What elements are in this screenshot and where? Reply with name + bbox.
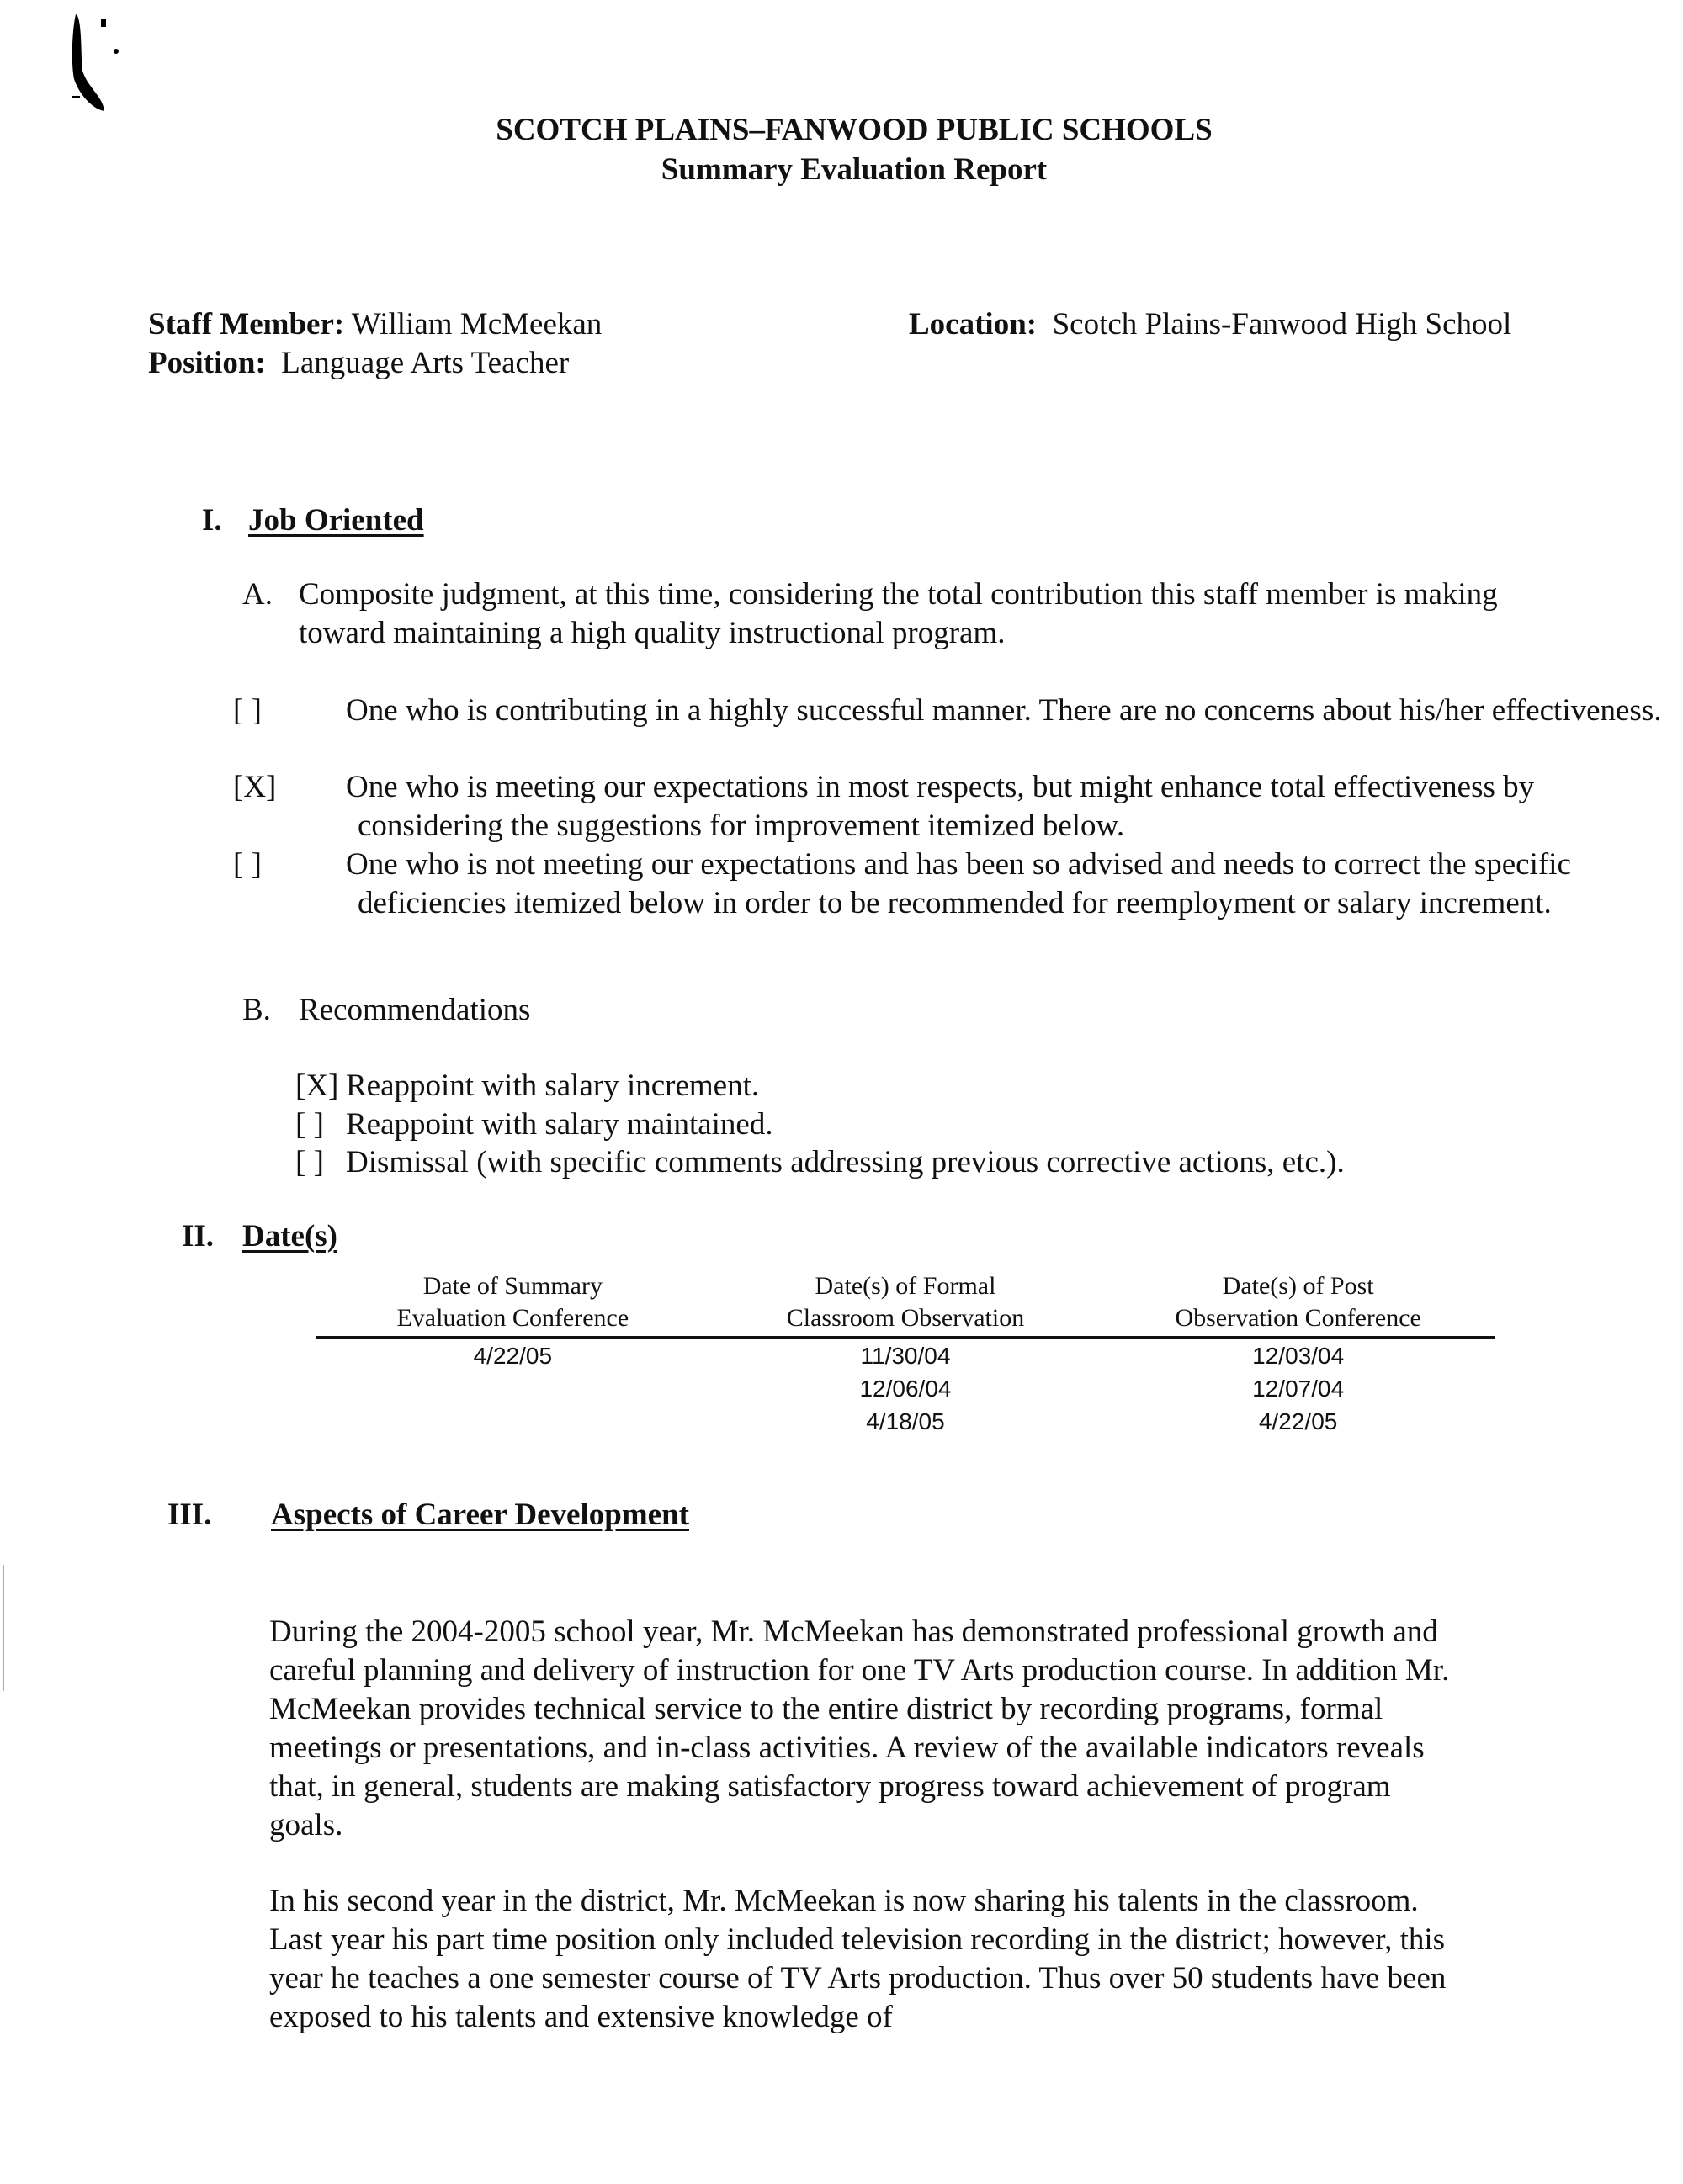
- checkbox-checked[interactable]: [X]: [233, 770, 277, 804]
- position-field: [148, 345, 569, 381]
- table-row: [316, 1372, 1495, 1405]
- organization-title: SCOTCH PLAINS–FANWOOD PUBLIC SCHOOLS: [496, 113, 1213, 147]
- section-3-title: Aspects of Career Development: [271, 1498, 689, 1532]
- header-line: Evaluation Conference: [396, 1304, 629, 1332]
- dates-table: [316, 1270, 1495, 1438]
- item-b-letter: B.: [242, 993, 271, 1027]
- checkbox-unchecked[interactable]: [ ]: [295, 1145, 324, 1179]
- section-1-title: Job Oriented: [248, 503, 424, 538]
- dates-table-header: [316, 1270, 1495, 1338]
- checkbox-unchecked[interactable]: [ ]: [233, 693, 262, 728]
- table-cell: 4/22/05: [1258, 1408, 1338, 1434]
- position-value: Language Arts Teacher: [281, 346, 570, 380]
- composite-option-2[interactable]: [233, 768, 1670, 846]
- section-3-number: III.: [167, 1498, 212, 1532]
- section-2-number: II.: [182, 1219, 215, 1254]
- scan-mark-icon: [67, 12, 126, 113]
- recommendation-option-1[interactable]: [295, 1067, 1608, 1105]
- career-paragraph-2: In his second year in the district, Mr. McMeekan is now sharing his talents in the classroom. Last year his part time position only included television recording in the district; however, this year he teaches a one semester course of TV Arts production. Thus over 50 students have been exposed to his talents and extensive knowledge of: [269, 1884, 1447, 2034]
- composite-option-3[interactable]: [233, 846, 1637, 923]
- table-cell: 4/18/05: [866, 1408, 945, 1434]
- scan-edge-line: [3, 1565, 4, 1691]
- report-title: Summary Evaluation Report: [661, 152, 1048, 187]
- option-text: One who is not meeting our expectations and has been so advised and needs to correct the specific deficiencies itemized below in order to be recommended for reemployment or salary increment.: [346, 847, 1571, 920]
- checkbox-unchecked[interactable]: [ ]: [295, 1107, 324, 1142]
- staff-member-label: Staff Member:: [148, 307, 345, 342]
- option-text: Reappoint with salary increment.: [346, 1068, 760, 1103]
- position-label: Position:: [148, 346, 266, 380]
- location-value: Scotch Plains-Fanwood High School: [1052, 307, 1512, 342]
- career-paragraph-1: During the 2004-2005 school year, Mr. McMeekan has demonstrated professional growth and careful planning and delivery of instruction for one TV Arts production course. In addition Mr. McMeekan provides technical service to the entire district by recording programs, formal meetings or presentations, and in-class activities. A review of the available indicators reveals that, in general, students are making satisfactory progress toward achievement of program goals.: [269, 1614, 1450, 1842]
- checkbox-checked[interactable]: [X]: [295, 1068, 339, 1103]
- staff-member-field: [148, 306, 602, 342]
- header-line: Date of Summary: [422, 1272, 603, 1300]
- section-1-number: I.: [202, 503, 222, 538]
- checkbox-unchecked[interactable]: [ ]: [233, 847, 262, 882]
- col-header-formal-observation: [709, 1270, 1102, 1338]
- col-header-summary-conference: [316, 1270, 709, 1338]
- recommendation-option-2[interactable]: [295, 1105, 1608, 1144]
- option-text: One who is contributing in a highly successful manner. There are no concerns about his/her effectiveness.: [346, 693, 1662, 728]
- header-line: Date(s) of Post: [1222, 1272, 1374, 1300]
- header-line: Classroom Observation: [786, 1304, 1025, 1332]
- table-cell: [316, 1372, 709, 1405]
- item-b-title: Recommendations: [299, 993, 531, 1027]
- table-row: [316, 1405, 1495, 1438]
- col-header-post-observation: [1102, 1270, 1495, 1338]
- location-label: Location:: [909, 307, 1038, 342]
- option-text: One who is meeting our expectations in most respects, but might enhance total effectiveness by considering the suggestions for improvement itemized below.: [346, 770, 1535, 843]
- header-line: Observation Conference: [1175, 1304, 1421, 1332]
- option-text: Dismissal (with specific comments addressing previous corrective actions, etc.).: [346, 1145, 1345, 1179]
- composite-option-1[interactable]: [233, 692, 1670, 730]
- item-a-text: Composite judgment, at this time, considering the total contribution this staff member is making toward maintaining a high quality instructional program.: [299, 577, 1498, 650]
- section-2-title: Date(s): [242, 1219, 338, 1254]
- table-cell: 12/03/04: [1252, 1343, 1345, 1369]
- table-cell: 12/06/04: [859, 1376, 952, 1402]
- table-row: [316, 1338, 1495, 1372]
- table-cell: 4/22/05: [473, 1343, 553, 1369]
- location-field: [909, 306, 1511, 342]
- staff-member-value: William McMeekan: [351, 307, 603, 342]
- table-cell: [316, 1405, 709, 1438]
- table-cell: 12/07/04: [1252, 1376, 1345, 1402]
- recommendation-option-3[interactable]: [295, 1143, 1608, 1182]
- table-cell: 11/30/04: [860, 1343, 951, 1369]
- option-text: Reappoint with salary maintained.: [346, 1107, 773, 1142]
- header-line: Date(s) of Formal: [815, 1272, 996, 1300]
- item-a-letter: A.: [242, 577, 273, 612]
